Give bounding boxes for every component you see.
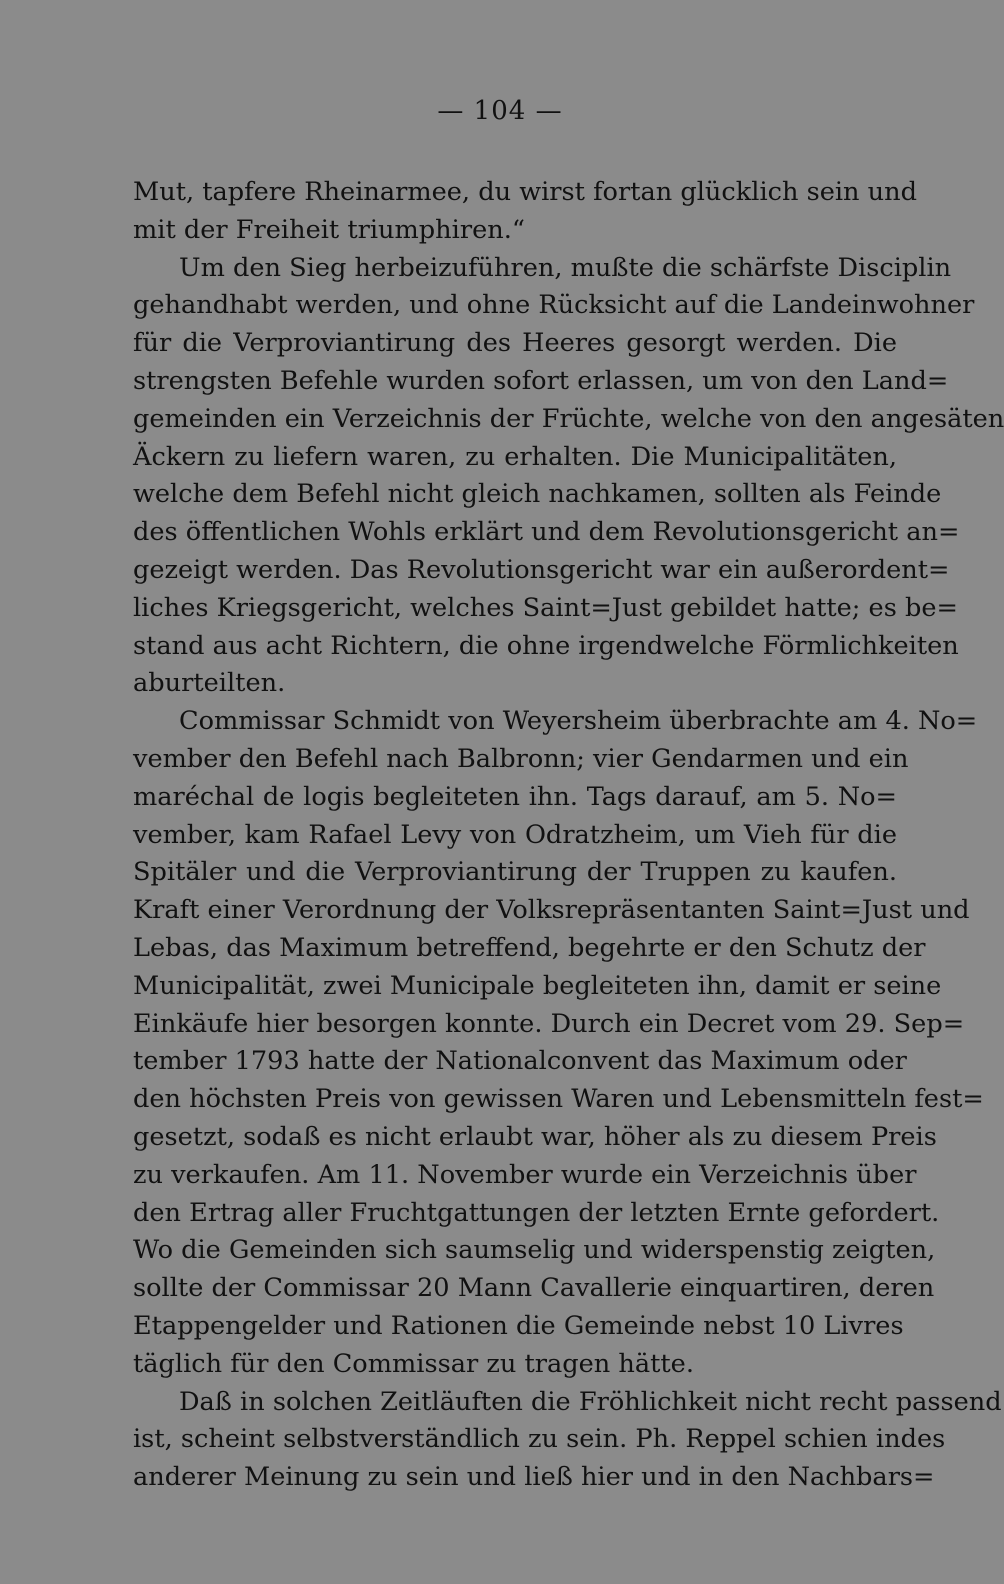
paragraph-start-line: Commissar Schmidt von Weyersheim überbrachte am 4. No= <box>179 706 978 737</box>
text-line: liches Kriegsgericht, welches Saint=Just gebildet hatte; es be= <box>133 592 958 623</box>
text-line: Wo die Gemeinden sich saumselig und widerspenstig zeigten, <box>133 1235 936 1266</box>
text-line: Äckern zu liefern waren, zu erhalten. Die Municipalitäten, <box>133 441 897 472</box>
text-line: täglich für den Commissar zu tragen hätte. <box>133 1348 694 1379</box>
text-line: den Ertrag aller Fruchtgattungen der letzten Ernte gefordert. <box>133 1197 940 1228</box>
text-line: strengsten Befehle wurden sofort erlassen, um von den Land= <box>133 365 949 396</box>
text-line: zu verkaufen. Am 11. November wurde ein Verzeichnis über <box>133 1159 917 1190</box>
text-line: gezeigt werden. Das Revolutionsgericht war ein außerordent= <box>133 554 950 585</box>
text-line: gemeinden ein Verzeichnis der Früchte, welche von den angesäten <box>133 403 1004 434</box>
text-line: Mut, tapfere Rheinarmee, du wirst fortan glücklich sein und <box>133 177 918 207</box>
text-line: des öffentlichen Wohls erklärt und dem Revolutionsgericht an= <box>133 517 960 548</box>
text-line: den höchsten Preis von gewissen Waren und Lebensmitteln fest= <box>133 1084 984 1115</box>
text-line: stand aus acht Richtern, die ohne irgendwelche Förmlichkeiten <box>133 630 959 661</box>
text-line: Lebas, das Maximum betreffend, begehrte er den Schutz der <box>133 932 926 963</box>
text-line: Einkäufe hier besorgen konnte. Durch ein Decret vom 29. Sep= <box>133 1008 965 1039</box>
text-line: aburteilten. <box>133 668 286 699</box>
text-line: tember 1793 hatte der Nationalconvent das Maximum oder <box>133 1046 907 1077</box>
text-line: gesetzt, sodaß es nicht erlaubt war, höher als zu diesem Preis <box>133 1121 937 1152</box>
page-number: — 104 — <box>437 96 563 126</box>
text-line: mit der Freiheit triumphiren.“ <box>133 214 525 245</box>
text-line: Etappengelder und Rationen die Gemeinde nebst 10 Livres <box>133 1310 904 1341</box>
text-line: vember den Befehl nach Balbronn; vier Gendarmen und ein <box>133 743 909 774</box>
body-text <box>133 174 1004 1497</box>
text-line: sollte der Commissar 20 Mann Cavallerie einquartiren, deren <box>133 1273 935 1304</box>
paragraph-start-line: Daß in solchen Zeitläuften die Fröhlichkeit nicht recht passend <box>179 1386 1002 1417</box>
text-line: Spitäler und die Verproviantirung der Truppen zu kaufen. <box>133 857 897 888</box>
text-line: welche dem Befehl nicht gleich nachkamen, sollten als Feinde <box>133 479 942 510</box>
text-line: Kraft einer Verordnung der Volksrepräsentanten Saint=Just und <box>133 895 970 926</box>
paragraph-start-line: Um den Sieg herbeizuführen, mußte die schärfste Disciplin <box>179 252 952 283</box>
text-line: maréchal de logis begleiteten ihn. Tags darauf, am 5. No= <box>133 781 897 812</box>
text-line: anderer Meinung zu sein und ließ hier und in den Nachbars= <box>133 1462 935 1493</box>
text-line: ist, scheint selbstverständlich zu sein. Ph. Reppel schien indes <box>133 1424 946 1455</box>
text-line: Municipalität, zwei Municipale begleiteten ihn, damit er seine <box>133 970 942 1001</box>
text-line: für die Verproviantirung des Heeres gesorgt werden. Die <box>133 328 897 359</box>
text-line: gehandhabt werden, und ohne Rücksicht auf die Landeinwohner <box>133 290 975 321</box>
text-line: vember, kam Rafael Levy von Odratzheim, um Vieh für die <box>133 819 897 850</box>
